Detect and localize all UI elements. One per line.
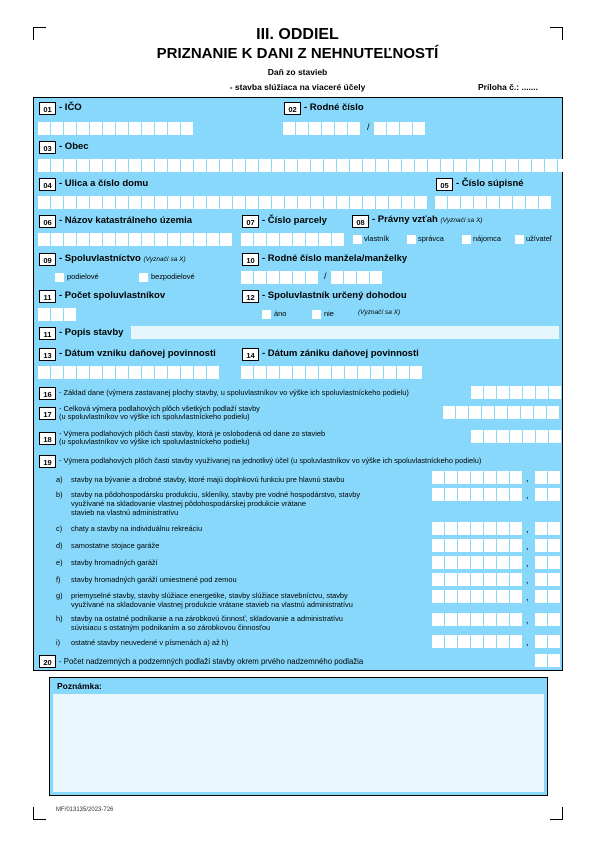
- field-number: 02: [284, 102, 301, 115]
- total-floor-area-label: - Celková výmera podlahových plôch všetkých podlaží stavby: [59, 404, 260, 413]
- spouse-birth-number-label: - Rodné číslo manžela/manželky: [262, 253, 408, 264]
- comma-separator: ,: [526, 592, 529, 602]
- purpose-area-decimal-input[interactable]: [535, 539, 560, 552]
- parcel-number-label: - Číslo parcely: [262, 215, 327, 226]
- field-number: 10: [242, 253, 259, 266]
- floor-count-label: - Počet nadzemných a podzemných podlaží stavby okrem prvého nadzemného podlažia: [59, 657, 364, 666]
- item-key: b): [56, 490, 63, 499]
- purpose-item-text: využívané na skladovanie vlastnej pôdohospodárskej produkcie vrátane: [71, 499, 307, 508]
- item-key: a): [56, 475, 63, 484]
- purpose-item-text: využívané na skladovanie vlastnej produkcie vrátane stavieb na vlastnú administratívu: [71, 600, 353, 609]
- birth-number-input[interactable]: [283, 122, 360, 135]
- purpose-area-input[interactable]: [432, 522, 522, 535]
- joint-ownership-option-label: bezpodielové: [151, 272, 195, 281]
- administrator-checkbox[interactable]: [407, 235, 416, 244]
- purpose-item-text: stavby na pôdohospodársku produkciu, skleníky, stavby pre vodné hospodárstvo, stavby: [71, 490, 361, 499]
- section-title: III. ODDIEL: [256, 26, 339, 43]
- total-floor-area-input[interactable]: [443, 406, 559, 419]
- corner-mark-bottom-left: [33, 807, 46, 820]
- ico-input[interactable]: [38, 122, 193, 135]
- field-number: 08: [352, 215, 369, 228]
- tenant-option-label: nájomca: [473, 234, 501, 243]
- cadastral-area-input[interactable]: [38, 233, 232, 246]
- form-subtitle: Daň zo stavieb: [267, 67, 328, 77]
- user-option-label: užívateľ: [526, 234, 552, 243]
- purpose-area-label: - Výmera podlahových plôch časti stavby využívanej na jednotlivý účel (u spoluvlastníkov vo výške ich spoluvlastníckeho podielu): [59, 456, 482, 465]
- purpose-item-text: chaty a stavby na individuálnu rekreáciu: [71, 524, 203, 533]
- field-number: 03: [39, 141, 56, 154]
- purpose-area-input[interactable]: [432, 556, 522, 569]
- birth-number-label: - Rodné číslo: [304, 102, 364, 113]
- form-panel: [33, 97, 563, 671]
- attachment-number: Príloha č.: .......: [478, 82, 538, 92]
- purpose-area-decimal-input[interactable]: [535, 556, 560, 569]
- comma-separator: ,: [526, 490, 529, 500]
- slash-separator: /: [367, 122, 370, 132]
- purpose-area-input[interactable]: [432, 590, 522, 603]
- purpose-area-input[interactable]: [432, 488, 522, 501]
- purpose-area-decimal-input[interactable]: [535, 471, 560, 484]
- corner-mark-bottom-right: [550, 807, 563, 820]
- mark-note: (Vyznačí sa X): [358, 309, 401, 316]
- item-key: d): [56, 541, 63, 550]
- legal-relation-label: - Právny vzťah (Vyznačí sa X): [372, 214, 483, 225]
- tax-base-label: - Základ dane (výmera zastavanej plochy stavby, u spoluvlastníkov vo výške ich spoluvlastníckeho podielu): [59, 388, 409, 397]
- purpose-item-text: stavieb na vlastnú administratívu: [71, 508, 179, 517]
- purpose-area-decimal-input[interactable]: [535, 522, 560, 535]
- item-key: c): [56, 524, 63, 533]
- street-input[interactable]: [38, 196, 427, 209]
- purpose-area-decimal-input[interactable]: [535, 573, 560, 586]
- field-number: 17: [39, 407, 56, 420]
- share-ownership-option-label: podielové: [67, 272, 99, 281]
- comma-separator: ,: [526, 541, 529, 551]
- item-key: e): [56, 558, 63, 567]
- form-title: PRIZNANIE K DANI Z NEHNUTEĽNOSTÍ: [156, 45, 439, 62]
- purpose-item-text: stavby na ostatné podnikanie a na zárobkovú činnosť, skladovanie a administratívu: [71, 614, 343, 623]
- no-option-label: nie: [324, 309, 334, 318]
- purpose-item-text: stavby hromadných garáží: [71, 558, 158, 567]
- field-number: 05: [436, 178, 453, 191]
- note-textarea[interactable]: [53, 694, 544, 792]
- purpose-area-input[interactable]: [432, 471, 522, 484]
- form-subtitle-2: - stavba slúžiaca na viaceré účely: [229, 82, 366, 92]
- building-description-input[interactable]: [131, 326, 559, 339]
- no-checkbox[interactable]: [312, 310, 321, 319]
- cadastral-area-label: - Názov katastrálneho územia: [59, 215, 193, 226]
- yes-option-label: áno: [274, 309, 287, 318]
- building-description-label: - Popis stavby: [59, 327, 124, 338]
- spouse-birth-number-suffix-input[interactable]: [331, 271, 382, 284]
- note-panel: [49, 677, 548, 796]
- registry-number-input[interactable]: [435, 196, 551, 209]
- comma-separator: ,: [526, 637, 529, 647]
- liability-end-label: - Dátum zániku daňovej povinnosti: [262, 348, 419, 359]
- tenant-checkbox[interactable]: [462, 235, 471, 244]
- field-number: 09: [39, 253, 56, 266]
- field-number: 11: [39, 327, 56, 340]
- share-ownership-checkbox[interactable]: [55, 273, 64, 282]
- co-owners-count-input[interactable]: [38, 308, 76, 321]
- co-ownership-label: - Spoluvlastníctvo (Vyznačí sa X): [59, 253, 186, 264]
- field-number: 13: [39, 348, 56, 361]
- liability-end-input[interactable]: [241, 366, 422, 379]
- form-code: MF/013135/2023-726: [56, 807, 114, 813]
- field-number: 12: [242, 290, 259, 303]
- comma-separator: ,: [526, 575, 529, 585]
- owner-option-label: vlastník: [364, 234, 390, 243]
- joint-ownership-checkbox[interactable]: [139, 273, 148, 282]
- field-number: 16: [39, 387, 56, 400]
- purpose-item-text: stavby hromadných garáží umiestnené pod zemou: [71, 575, 237, 584]
- liability-start-input[interactable]: [38, 366, 219, 379]
- yes-checkbox[interactable]: [262, 310, 271, 319]
- parcel-number-input[interactable]: [241, 233, 344, 246]
- item-key: f): [56, 575, 61, 584]
- co-owners-count-label: - Počet spoluvlastníkov: [59, 290, 166, 301]
- comma-separator: ,: [526, 473, 529, 483]
- municipality-input[interactable]: [38, 159, 595, 172]
- field-number: 19: [39, 455, 56, 468]
- field-number: 04: [39, 178, 56, 191]
- street-label: - Ulica a číslo domu: [59, 178, 149, 189]
- registry-number-label: - Číslo súpisné: [456, 178, 524, 189]
- exempt-area-input[interactable]: [471, 430, 561, 443]
- item-key: h): [56, 614, 63, 623]
- agreed-co-owner-label: - Spoluvlastník určený dohodou: [262, 290, 407, 301]
- total-floor-area-note: (u spoluvlastníkov vo výške ich spoluvlastníckeho podielu): [59, 412, 250, 421]
- comma-separator: ,: [526, 615, 529, 625]
- field-number: 14: [242, 348, 259, 361]
- user-checkbox[interactable]: [515, 235, 524, 244]
- ico-label: - IČO: [59, 102, 82, 113]
- comma-separator: ,: [526, 558, 529, 568]
- owner-checkbox[interactable]: [353, 235, 362, 244]
- field-number: 06: [39, 215, 56, 228]
- purpose-item-text: samostatne stojace garáže: [71, 541, 160, 550]
- item-key: i): [56, 638, 61, 647]
- tax-base-input[interactable]: [471, 386, 561, 399]
- exempt-area-note: (u spoluvlastníkov vo výške ich spoluvlastníckeho podielu): [59, 437, 250, 446]
- purpose-area-decimal-input[interactable]: [535, 590, 560, 603]
- spouse-birth-number-input[interactable]: [241, 271, 318, 284]
- field-number: 18: [39, 432, 56, 445]
- item-key: g): [56, 591, 63, 600]
- municipality-label: - Obec: [59, 141, 89, 152]
- field-number: 20: [39, 655, 56, 668]
- liability-start-label: - Dátum vzniku daňovej povinnosti: [59, 348, 216, 359]
- purpose-area-input[interactable]: [432, 635, 522, 648]
- purpose-item-text: stavby na bývanie a drobné stavby, ktoré majú doplnkovú funkciu pre hlavnú stavbu: [71, 475, 345, 484]
- purpose-item-text: ostatné stavby neuvedené v písmenách a) až h): [71, 638, 229, 647]
- floor-count-input[interactable]: [535, 654, 560, 667]
- comma-separator: ,: [526, 524, 529, 534]
- purpose-area-decimal-input[interactable]: [535, 635, 560, 648]
- purpose-item-text: priemyselné stavby, stavby slúžiace energetike, stavby slúžiace stavebníctvu, stavby: [71, 591, 348, 600]
- administrator-option-label: správca: [418, 234, 444, 243]
- purpose-area-decimal-input[interactable]: [535, 488, 560, 501]
- birth-number-suffix-input[interactable]: [374, 122, 425, 135]
- purpose-item-text: súvisiacu s ostatným podnikaním a so zárobkovou činnosťou: [71, 623, 271, 632]
- purpose-area-decimal-input[interactable]: [535, 613, 560, 626]
- exempt-area-label: - Výmera podlahových plôch časti stavby, ktorá je oslobodená od dane zo stavieb: [59, 429, 326, 438]
- purpose-area-input[interactable]: [432, 613, 522, 626]
- purpose-area-input[interactable]: [432, 573, 522, 586]
- slash-separator: /: [324, 271, 327, 281]
- purpose-area-input[interactable]: [432, 539, 522, 552]
- field-number: 01: [39, 102, 56, 115]
- field-number: 07: [242, 215, 259, 228]
- note-label: Poznámka:: [57, 681, 102, 691]
- field-number: 11: [39, 290, 56, 303]
